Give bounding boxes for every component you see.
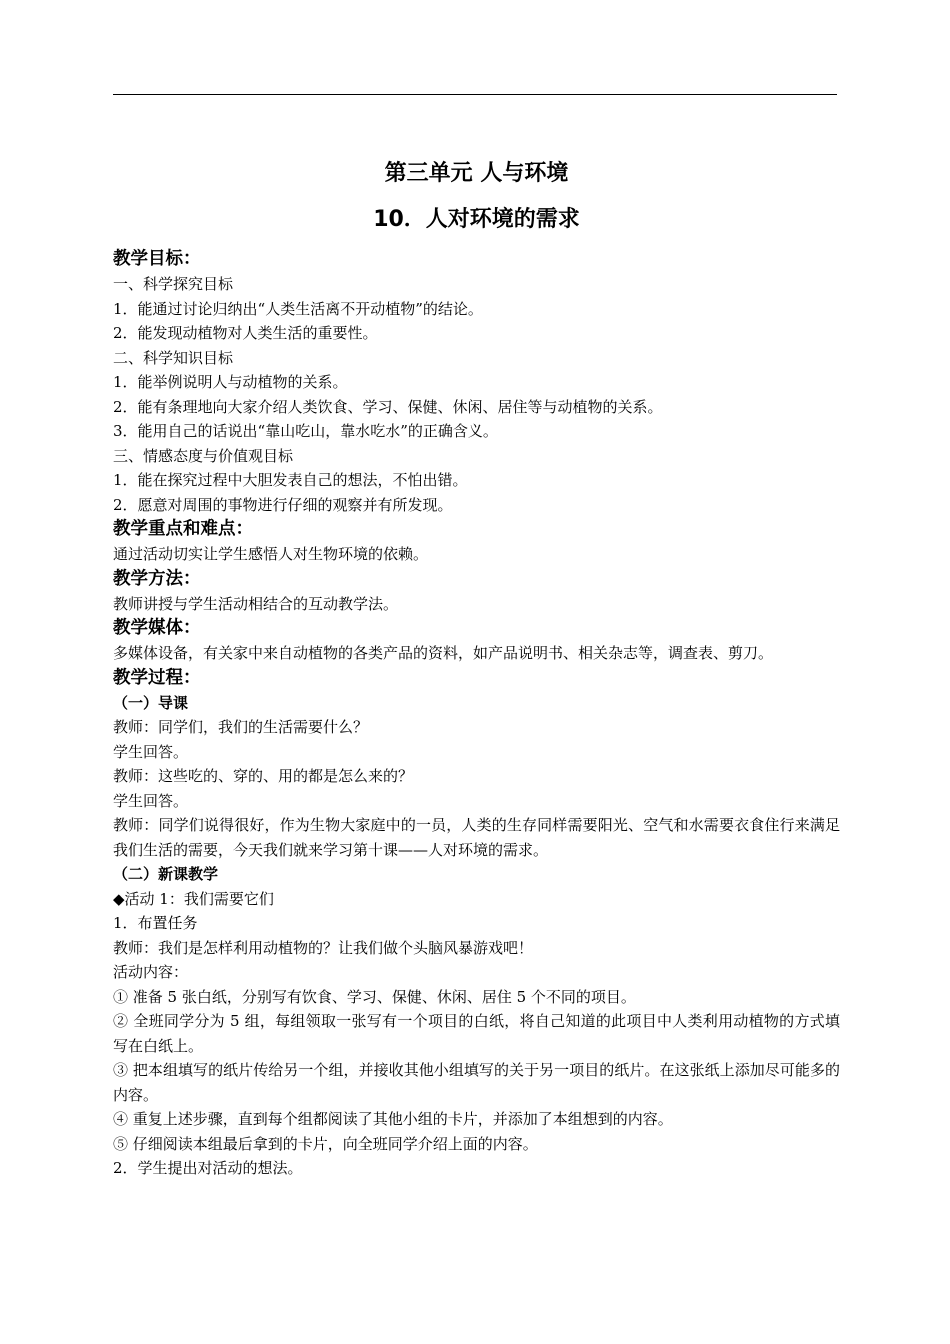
dialogue-line: 教师：这些吃的、穿的、用的都是怎么来的？ bbox=[113, 767, 414, 785]
goals-heading: 教学目标： bbox=[113, 249, 201, 269]
goal-item: 3．能用自己的话说出“靠山吃山，靠水吃水”的正确含义。 bbox=[113, 422, 498, 440]
part1-heading: （一）导课 bbox=[113, 693, 189, 712]
goal-item: 2．能有条理地向大家介绍人类饮食、学习、保健、休闲、居住等与动植物的关系。 bbox=[113, 397, 663, 416]
lesson-title: 10．人对环境的需求 bbox=[373, 207, 580, 232]
unit-title: 第三单元 人与环境 bbox=[384, 161, 569, 186]
goals-section-1: 一、科学探究目标 bbox=[113, 275, 234, 293]
header-rule bbox=[113, 94, 837, 95]
activity-line: 2．学生提出对活动的想法。 bbox=[113, 1159, 303, 1177]
activity-line: ④ 重复上述步骤，直到每个组都阅读了其他小组的卡片，并添加了本组想到的内容。 bbox=[113, 1110, 673, 1128]
dialogue-line: 教师：同学们说得很好，作为生物大家庭中的一员，人类的生存同样需要阳光、空气和水需要衣食住行来满足我们生活的需要，今天我们就来学习第十课——人对环境的需求。 bbox=[113, 816, 840, 859]
dialogue-line: 学生回答。 bbox=[113, 791, 189, 810]
goal-item: 1．能通过讨论归纳出“人类生活离不开动植物”的结论。 bbox=[113, 299, 483, 318]
method-heading: 教学方法： bbox=[113, 568, 201, 589]
dialogue-line: 教师：同学们，我们的生活需要什么？ bbox=[113, 718, 369, 736]
activity-line: ◆活动 1：我们需要它们 bbox=[113, 889, 274, 908]
activity-line: ① 准备 5 张白纸，分别写有饮食、学习、保健、休闲、居住 5 个不同的项目。 bbox=[113, 987, 636, 1006]
activity-line: ② 全班同学分为 5 组，每组领取一张写有一个项目的白纸，将自己知道的此项目中人类利用动植物的方式填写在白纸上。 bbox=[113, 1012, 840, 1055]
activity-line: 教师：我们是怎样利用动植物的？让我们做个头脑风暴游戏吧！ bbox=[113, 938, 534, 957]
part2-heading: （二）新课教学 bbox=[113, 865, 219, 883]
goal-item: 2．能发现动植物对人类生活的重要性。 bbox=[113, 324, 378, 342]
key-points-text: 通过活动切实让学生感悟人对生物环境的依赖。 bbox=[113, 545, 429, 563]
activity-line: 活动内容： bbox=[113, 963, 189, 981]
media-text: 多媒体设备，有关家中来自动植物的各类产品的资料，如产品说明书、相关杂志等，调查表、剪刀。 bbox=[113, 644, 774, 662]
activity-line: ③ 把本组填写的纸片传给另一个组，并接收其他小组填写的关于另一项目的纸片。在这张纸上添加尽可能多的内容。 bbox=[113, 1061, 840, 1104]
goals-section-3: 三、情感态度与价值观目标 bbox=[113, 446, 294, 465]
method-text: 教师讲授与学生活动相结合的互动教学法。 bbox=[113, 594, 399, 613]
goal-item: 2．愿意对周围的事物进行仔细的观察并有所发现。 bbox=[113, 495, 453, 514]
document-body bbox=[113, 155, 840, 1181]
key-points-heading: 教学重点和难点： bbox=[113, 519, 253, 539]
goals-section-2: 二、科学知识目标 bbox=[113, 348, 234, 367]
activity-line: ⑤ 仔细阅读本组最后拿到的卡片，向全班同学介绍上面的内容。 bbox=[113, 1134, 538, 1153]
goal-item: 1．能在探究过程中大胆发表自己的想法，不怕出错。 bbox=[113, 471, 468, 489]
activity-line: 1．布置任务 bbox=[113, 914, 198, 932]
dialogue-line: 学生回答。 bbox=[113, 742, 189, 761]
process-heading: 教学过程： bbox=[113, 667, 201, 688]
media-heading: 教学媒体： bbox=[113, 618, 201, 638]
goal-item: 1．能举例说明人与动植物的关系。 bbox=[113, 373, 348, 391]
